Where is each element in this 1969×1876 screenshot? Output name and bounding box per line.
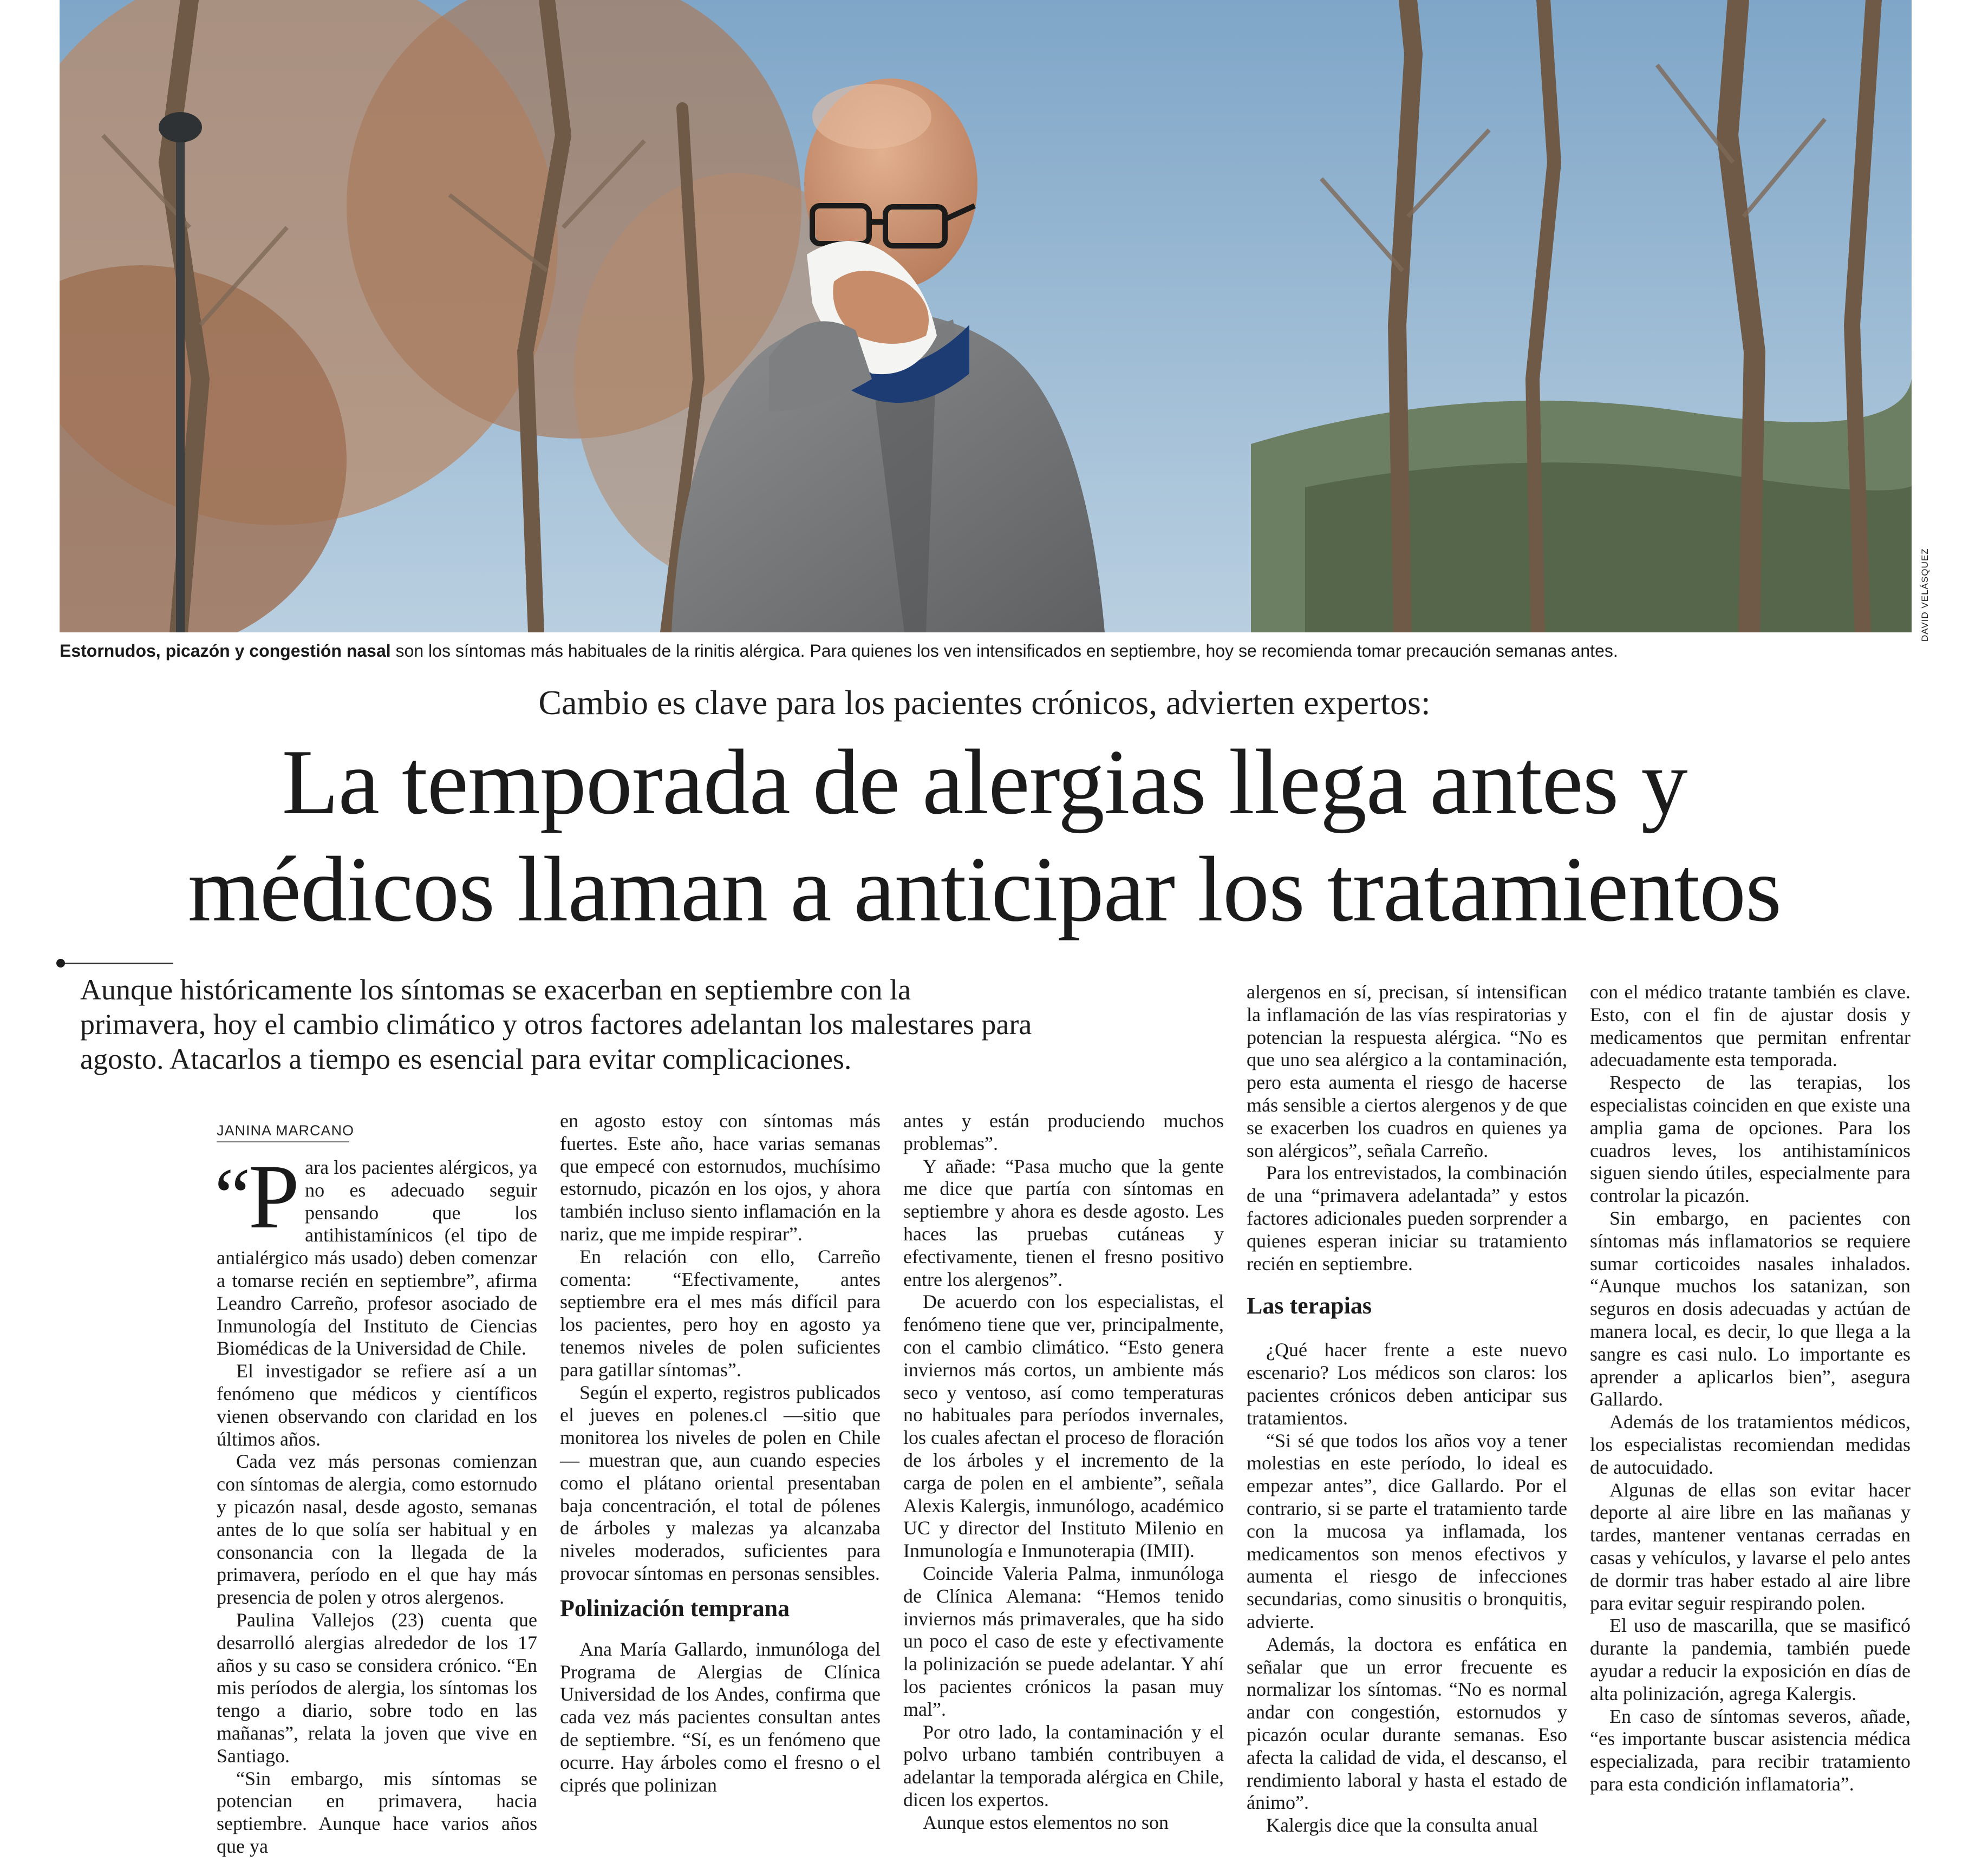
subhead-terapias: Las terapias [1247, 1292, 1372, 1319]
article-column-2 [560, 1110, 881, 1796]
lede-line-3: agosto. Atacarlos a tiempo es esencial para evitar complicaciones. [80, 1043, 852, 1075]
paragraph: Paulina Vallejos (23) cuenta que desarrolló alergias alrededor de los 17 años y su caso se considera crónico. “En mis períodos de alergia, los síntomas los tengo a diario, sobre todo en las mañanas”, relata la joven que vive en Santiago. [217, 1609, 537, 1767]
paragraph: ara los pacientes alérgicos, ya no es adecuado seguir pensando que los antihistamínicos (el tipo de antialérgico más usado) deben comenzar a tomarse recién en septiembre”, afirma Leandro Carreño, profesor asociado de Inmunología del Instituto de Ciencias Biomédicas de la Universidad de Chile. [217, 1156, 537, 1359]
article-column-3 [903, 1110, 1224, 1834]
headline-line-1: La temporada de alergias llega antes y [282, 731, 1687, 834]
paragraph: Coincide Valeria Palma, inmunóloga de Clínica Alemana: “Hemos tenido inviernos más primaverales, que ha sido un poco el caso de este y efectivamente la polinización se puede adelantar. Y ahí los pacientes crónicos la pasan muy mal”. [903, 1562, 1224, 1720]
photo-caption [60, 639, 1917, 663]
kicker: Cambio es clave para los pacientes crónicos, advierten expertos: [538, 683, 1431, 722]
caption-text: son los síntomas más habituales de la rinitis alérgica. Para quienes los ven intensificados en septiembre, hoy se recomienda tomar precaución semanas antes. [390, 641, 1618, 661]
article-photo [60, 0, 1912, 632]
paragraph: Y añade: “Pasa mucho que la gente me dice que partía con síntomas en septiembre y ahora es desde agosto. Les haces las pruebas cutáneas y efectivamente, tienen el fresno positivo entre los alergenos”. [903, 1155, 1224, 1290]
paragraph: Kalergis dice que la consulta anual [1266, 1814, 1538, 1836]
paragraph: El uso de mascarilla, que se masificó durante la pandemia, también puede ayudar a reducir la exposición en días de alta polinización, agrega Kalergis. [1590, 1614, 1911, 1704]
photo-illustration [60, 0, 1912, 632]
paragraph: Según el experto, registros publicados el jueves en polenes.cl —sitio que monitorea los niveles de polen en Chile— muestran que, aun cuando especies como el plátano oriental presentaban baja concentración, el total de pólenes de árboles y malezas ya alcanzaba niveles moderados, suficientes para provocar síntomas en personas sensibles. [560, 1381, 881, 1584]
headline [0, 729, 1969, 943]
paragraph: El investigador se refiere así a un fenómeno que médicos y científicos vienen observando con claridad en los últimos años. [217, 1360, 537, 1450]
article-column-4 [1247, 981, 1567, 1837]
drop-cap [214, 1146, 300, 1247]
paragraph: En relación con ello, Carreño comenta: “Efectivamente, antes septiembre era el mes más difícil para los pacientes, pero hoy en agosto ya tenemos niveles de polen suficientes para gatillar síntomas”. [560, 1245, 881, 1381]
article-column-5 [1590, 981, 1911, 1796]
paragraph: Además, la doctora es enfática en señalar que un error frecuente es normalizar los síntomas. “No es normal andar con congestión, estornudos y picazón ocular durante semanas. Eso afecta la calidad de vida, el descanso, el rendimiento laboral y hasta el estado de ánimo”. [1247, 1633, 1567, 1814]
paragraph: Algunas de ellas son evitar hacer deporte al aire libre en las mañanas y tardes, mantener ventanas cerradas en casas y vehículos, y lavarse el pelo antes de dormir tras haber estado al aire libre para evitar seguir respirando polen. [1590, 1479, 1911, 1614]
paragraph: En caso de síntomas severos, añade, “es importante buscar asistencia médica especializada, para recibir tratamiento para esta condición inflamatoria”. [1590, 1705, 1911, 1795]
paragraph: De acuerdo con los especialistas, el fenómeno tiene que ver, principalmente, con el cambio climático. “Esto genera inviernos más cortos, un ambiente más seco y ventoso, así como temperaturas no habituales para períodos invernales, los cuales afectan el proceso de floración de los árboles y el incremento de la carga de polen en el ambiente”, señala Alexis Kalergis, inmunólogo, académico UC y director del Instituto Milenio en Inmunología e Inmunoterapia (IMII). [903, 1291, 1224, 1562]
lede-bullet [56, 959, 65, 968]
drop-cap-quote: “ [214, 1152, 251, 1241]
paragraph: Ana María Gallardo, inmunóloga del Programa de Alergias de Clínica Universidad de los Andes, confirma que cada vez más pacientes consultan antes de septiembre. “Sí, es un fenómeno que ocurre. Hay árboles como el fresno o el ciprés que polinizan [560, 1638, 881, 1796]
paragraph: Cada vez más personas comienzan con síntomas de alergia, como estornudo y picazón nasal, desde agosto, semanas antes de lo que solía ser habitual y en consonancia con la llegada de la primavera, período en el que hay más presencia de polen y otros alergenos. [217, 1450, 537, 1609]
byline: JANINA MARCANO [217, 1120, 349, 1142]
paragraph: “Sin embargo, mis síntomas se potencian en primavera, hacia septiembre. Aunque hace varios años que ya [217, 1767, 537, 1857]
paragraph: en agosto estoy con síntomas más fuertes. Este año, hace varias semanas que empecé con estornudos, muchísimo estornudo, picazón en los ojos, y ahora también incluso siento inflamación en la nariz, que me impide respirar”. [560, 1110, 881, 1245]
paragraph: Respecto de las terapias, los especialistas coinciden en que existe una amplia gama de opciones. Para los cuadros leves, los antihistamínicos siguen siendo útiles, especialmente para controlar la picazón. [1590, 1071, 1911, 1207]
paragraph: “Si sé que todos los años voy a tener molestias en este período, lo ideal es empezar antes”, dice Gallardo. Por el contrario, si se parte el tratamiento tarde con la mucosa ya inflamada, los medicamentos son menos efectivos y aumenta el riesgo de infecciones secundarias, como sinusitis o bronquitis, advierte. [1247, 1429, 1567, 1632]
drop-cap-letter: P [248, 1146, 300, 1247]
paragraph: Sin embargo, en pacientes con síntomas más inflamatorios se requiere sumar corticoides nasales inhalados. “Aunque muchos los satanizan, son seguros en dosis adecuadas y actúan de manera local, es decir, lo que llega a la sangre es casi nulo. Lo importante es aprender a aplicarlos bien”, asegura Gallardo. [1590, 1207, 1911, 1410]
paragraph: antes y están produciendo muchos problemas”. [903, 1110, 1224, 1154]
lede-line-1: Aunque históricamente los síntomas se exacerban en septiembre con la [80, 973, 911, 1006]
opening-paragraph [214, 1146, 537, 1360]
paragraph: Aunque estos elementos no son [923, 1811, 1169, 1833]
lede-line-2: primavera, hoy el cambio climático y otros factores adelantan los malestares para [80, 1008, 1032, 1041]
lede-rule [60, 963, 173, 964]
subhead-polinizacion: Polinización temprana [560, 1594, 790, 1622]
paragraph: con el médico tratante también es clave. Esto, con el fin de ajustar dosis y medicamentos que permitan enfrentar adecuadamente esta temporada. [1590, 981, 1911, 1071]
caption-lead: Estornudos, picazón y congestión nasal [60, 641, 391, 661]
lede [80, 972, 1234, 1076]
photo-credit-text: DAVID VELÁSQUEZ [1920, 548, 1930, 642]
paragraph: Además de los tratamientos médicos, los especialistas recomiendan medidas de autocuidado. [1590, 1411, 1911, 1478]
paragraph: ¿Qué hacer frente a este nuevo escenario? Los médicos son claros: los pacientes crónicos deben anticipar sus tratamientos. [1247, 1339, 1567, 1429]
paragraph: Por otro lado, la contaminación y el polvo urbano también contribuyen a adelantar la temporada alérgica en Chile, dicen los expertos. [903, 1721, 1224, 1810]
headline-line-2: médicos llaman a anticipar los tratamientos [187, 838, 1782, 941]
paragraph: alergenos en sí, precisan, sí intensifican la inflamación de las vías respiratorias y potencian la respuesta alérgica. “No es que uno sea alérgico a la contaminación, pero esta aumenta el riesgo de hacerse más sensible a ciertos alergenos y de que se exacerben los cuadros en quienes ya son alérgicos”, señala Carreño. [1247, 981, 1567, 1161]
paragraph: Para los entrevistados, la combinación de una “primavera adelantada” y estos factores adicionales pueden sorprender a quienes esperan iniciar su tratamiento recién en septiembre. [1247, 1162, 1567, 1274]
article-column-1 [214, 1120, 537, 1858]
